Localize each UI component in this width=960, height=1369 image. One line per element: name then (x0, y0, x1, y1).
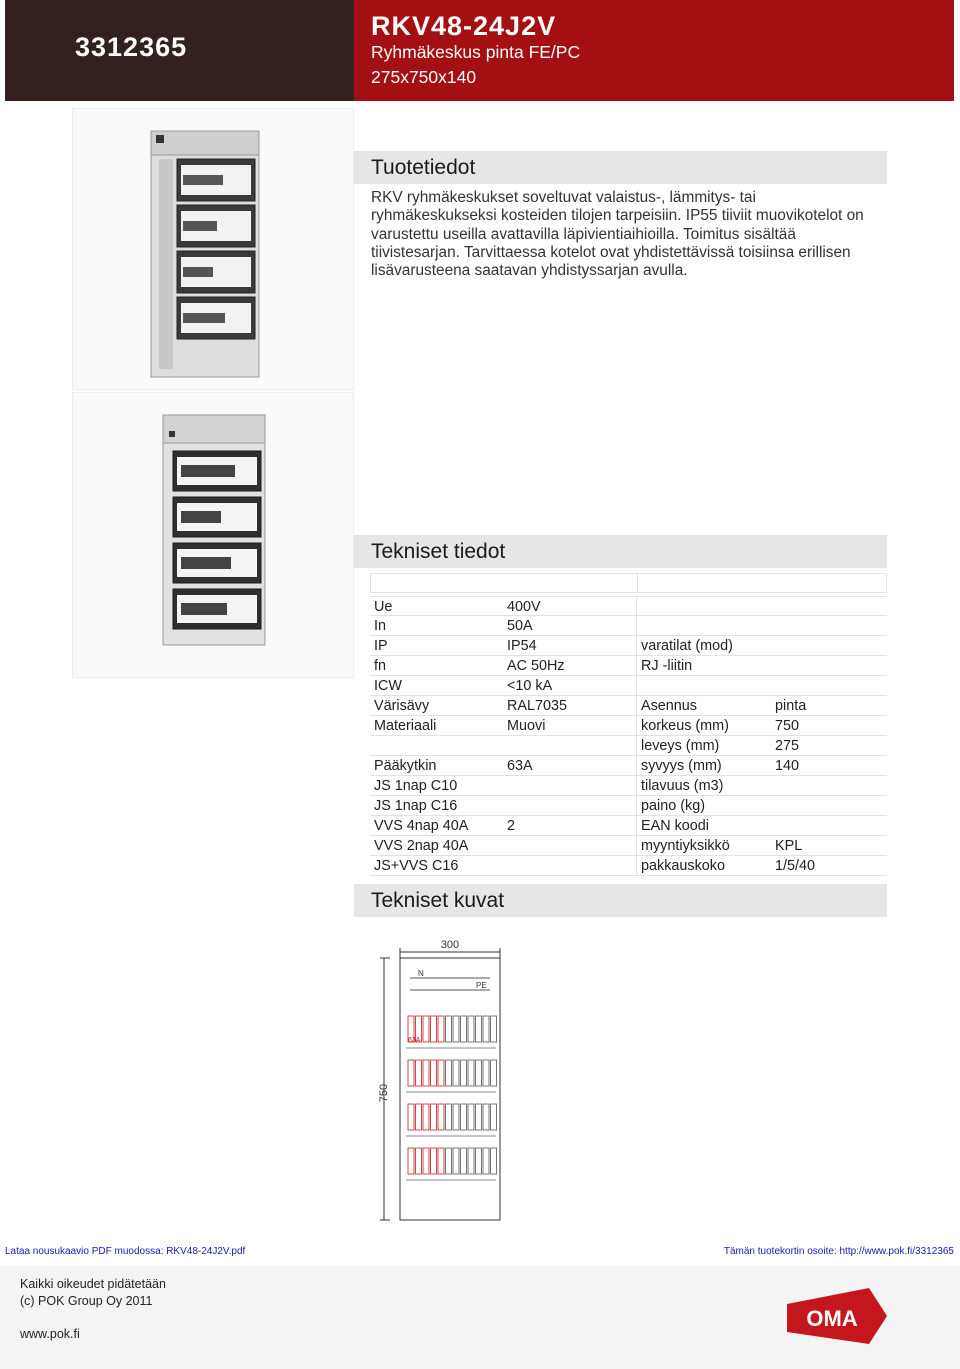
drawing-breaker (468, 1016, 474, 1042)
drawing-breaker (476, 1016, 482, 1042)
spec-value: KPL (775, 838, 803, 854)
spec-value: pinta (775, 698, 807, 714)
drawing-breaker (423, 1104, 429, 1130)
drawing-breaker (446, 1016, 452, 1042)
drawing-breaker (468, 1104, 474, 1130)
drawing-breaker (461, 1060, 467, 1086)
drawing-breaker (461, 1016, 467, 1042)
product-description: RKV ryhmäkeskukset soveltuvat valaistus-, lämmitys- tai ryhmäkeskukseksi kosteiden tilojen tarpeisiin. IP55 tiiviit muovikotelot on varustettu useilla avattavilla läpivientiaihioilla. Toimitus sisältää tiivistesarjan. Tarvittaessa kotelot ovat yhdistettävissä toisiinsa erillisen lisävarusteena saatavan yhdistyssarjan avulla. (371, 189, 864, 280)
spec-table-top-row (370, 573, 887, 593)
drawing-breaker (431, 1148, 437, 1174)
drawing-breaker (446, 1060, 452, 1086)
spec-label: Värisävy (374, 698, 430, 714)
spec-row (370, 676, 887, 696)
spec-value (771, 676, 887, 695)
spec-value (771, 776, 887, 795)
spec-label (637, 597, 771, 615)
drawing-breaker (476, 1060, 482, 1086)
spec-label: IP (374, 638, 388, 654)
spec-value (771, 636, 887, 655)
spec-label: varatilat (mod) (641, 638, 733, 654)
spec-value: <10 kA (503, 676, 637, 695)
drawing-breaker (453, 1060, 459, 1086)
spec-label (637, 616, 771, 635)
spec-row (370, 836, 887, 856)
spec-label: EAN koodi (641, 818, 709, 834)
spec-value (771, 616, 887, 635)
drawing-breaker (483, 1104, 489, 1130)
product-code: 3312365 (75, 32, 188, 62)
spec-label: korkeus (mm) (641, 718, 729, 734)
spec-value (771, 597, 887, 615)
spec-row (370, 696, 887, 716)
spec-value: 63A (503, 756, 637, 775)
spec-value: 400V (503, 597, 637, 615)
section-title-product-info: Tuotetiedot (371, 156, 476, 179)
spec-label: Ue (374, 599, 393, 615)
product-card-url-link[interactable]: Tämän tuotekortin osoite: http://www.pok.fi/3312365 (723, 1246, 954, 1257)
spec-value (503, 836, 637, 855)
section-title-tech-specs: Tekniset tiedot (371, 540, 506, 563)
header-title-panel (354, 0, 954, 101)
drawing-breaker (431, 1060, 437, 1086)
spec-value: Muovi (503, 716, 637, 735)
spec-value (503, 776, 637, 795)
spec-value: IP54 (503, 636, 637, 655)
section-header-tech-drawings (354, 884, 887, 917)
drawing-breaker (483, 1060, 489, 1086)
header-code-panel (5, 0, 354, 101)
drawing-label-pe: PE (476, 981, 487, 990)
spec-row (370, 816, 887, 836)
section-header-tech-specs (354, 535, 887, 568)
drawing-label-63a: 63A (408, 1037, 421, 1044)
drawing-breaker (483, 1148, 489, 1174)
drawing-breaker (423, 1060, 429, 1086)
spec-row (370, 776, 887, 796)
oma-logo (787, 1288, 889, 1350)
spec-label: pakkauskoko (641, 858, 725, 874)
spec-row (370, 736, 887, 756)
spec-label: Materiaali (374, 718, 437, 734)
spec-value (771, 796, 887, 815)
drawing-breaker (438, 1104, 444, 1130)
height-dimension-label: 750 (378, 1083, 390, 1103)
spec-value (503, 856, 637, 875)
product-image-open (72, 392, 354, 678)
spec-label: VVS 2nap 40A (374, 838, 469, 854)
drawing-breaker (431, 1104, 437, 1130)
section-title-tech-drawings: Tekniset kuvat (371, 889, 505, 912)
spec-value: 2 (503, 816, 637, 835)
footer-website-link[interactable]: www.pok.fi (20, 1327, 80, 1341)
spec-label: syvyys (mm) (641, 758, 722, 774)
spec-label: JS 1nap C10 (374, 778, 458, 794)
spec-label: paino (kg) (641, 798, 705, 814)
logo-text: OMA (806, 1306, 858, 1331)
spec-value (771, 816, 887, 835)
drawing-breaker (446, 1104, 452, 1130)
drawing-breaker (438, 1148, 444, 1174)
drawing-label-n: N (418, 969, 424, 978)
spec-row (370, 756, 887, 776)
spec-label: JS 1nap C16 (374, 798, 458, 814)
spec-label (370, 736, 503, 755)
spec-value: AC 50Hz (503, 656, 637, 675)
drawing-breaker (438, 1016, 444, 1042)
section-header-product-info (354, 151, 887, 184)
spec-row (370, 656, 887, 676)
spec-value: RAL7035 (503, 696, 637, 715)
spec-label: VVS 4nap 40A (374, 818, 469, 834)
drawing-breaker (423, 1148, 429, 1174)
spec-label: Asennus (641, 698, 698, 714)
spec-value: 50A (503, 616, 637, 635)
product-model: RKV48-24J2V (371, 11, 557, 41)
drawing-breaker (408, 1148, 414, 1174)
drawing-breaker (461, 1104, 467, 1130)
drawing-breaker (453, 1016, 459, 1042)
drawing-breaker (446, 1148, 452, 1174)
product-subtitle: Ryhmäkeskus pinta FE/PC (371, 42, 581, 62)
spec-label: leveys (mm) (641, 738, 720, 754)
pdf-download-link[interactable]: Lataa nousukaavio PDF muodossa: RKV48-24J2V.pdf (5, 1246, 246, 1257)
spec-table-body (370, 596, 887, 876)
technical-drawing (370, 938, 510, 1223)
spec-table (370, 573, 887, 876)
footer-rights: Kaikki oikeudet pidätetään (20, 1277, 166, 1291)
width-dimension-label: 300 (440, 939, 460, 951)
spec-label (637, 676, 771, 695)
spec-label: RJ -liitin (641, 658, 693, 674)
drawing-breaker (468, 1060, 474, 1086)
spec-value: 750 (775, 718, 800, 734)
product-image-closed (72, 108, 354, 390)
drawing-breaker (416, 1060, 422, 1086)
drawing-breaker (476, 1104, 482, 1130)
spec-row (370, 636, 887, 656)
spec-value (503, 796, 637, 815)
spec-row (370, 716, 887, 736)
spec-label: In (374, 618, 387, 634)
spec-value: 140 (775, 758, 800, 774)
drawing-breaker (453, 1148, 459, 1174)
drawing-breaker (491, 1104, 497, 1130)
spec-label: ICW (374, 678, 402, 694)
spec-label: fn (374, 658, 387, 674)
drawing-breaker (468, 1148, 474, 1174)
spec-row (370, 596, 887, 616)
drawing-breaker (423, 1016, 429, 1042)
product-dimensions: 275x750x140 (371, 67, 477, 87)
drawing-breaker (491, 1148, 497, 1174)
spec-value (771, 656, 887, 675)
drawing-breaker (483, 1016, 489, 1042)
drawing-breaker (476, 1148, 482, 1174)
spec-value: 1/5/40 (775, 858, 816, 874)
spec-label: myyntiyksikkö (641, 838, 730, 854)
drawing-breaker (408, 1104, 414, 1130)
spec-value: 275 (775, 738, 800, 754)
drawing-breaker (491, 1016, 497, 1042)
spec-label: Pääkytkin (374, 758, 437, 774)
spec-label: JS+VVS C16 (374, 858, 459, 874)
drawing-breaker (408, 1060, 414, 1086)
spec-row (370, 856, 887, 876)
drawing-breaker (453, 1104, 459, 1130)
spec-value (503, 736, 637, 755)
drawing-breaker (416, 1148, 422, 1174)
spec-label: tilavuus (m3) (641, 778, 724, 794)
footer-copyright: (c) POK Group Oy 2011 (20, 1294, 153, 1308)
spec-row (370, 796, 887, 816)
drawing-breaker (438, 1060, 444, 1086)
drawing-breaker (461, 1148, 467, 1174)
drawing-breaker (431, 1016, 437, 1042)
drawing-breaker (491, 1060, 497, 1086)
spec-row (370, 616, 887, 636)
drawing-breaker (416, 1104, 422, 1130)
